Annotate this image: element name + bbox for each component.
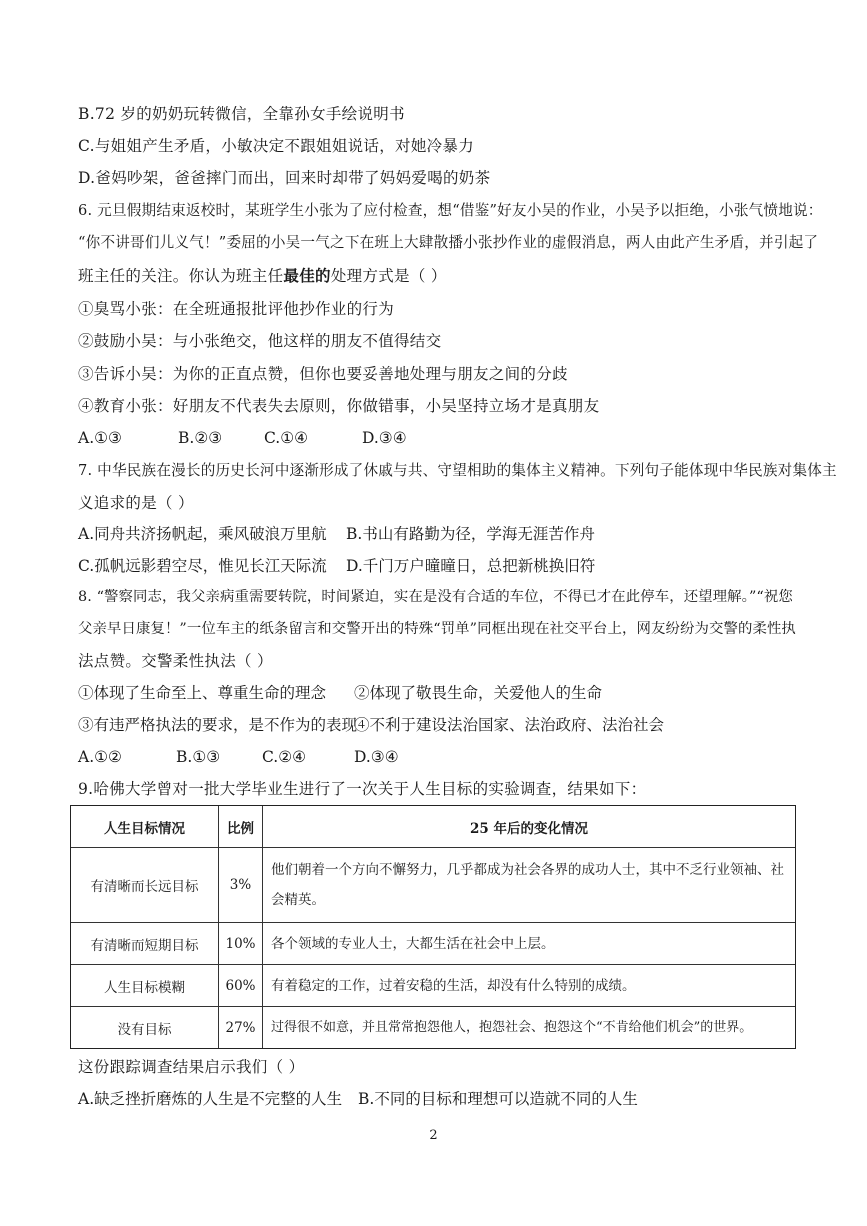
q7-stem-line1: 7. 中华民族在漫长的历史长河中逐渐形成了休戚与共、守望相助的集体主义精神。下列句子能体现中华民族对集体主 — [78, 462, 837, 479]
q6-emphasis: 最佳的 — [283, 266, 331, 285]
q5-option-b: B.72 岁的奶奶玩转微信，全靠孙女手绘说明书 — [78, 105, 405, 123]
q6-stem-line3 — [78, 265, 447, 287]
q7-stem-line2: 义追求的是（ ） — [78, 494, 194, 512]
cell-change-text: 有着稳定的工作，过着安稳的生活，却没有什么特别的成绩。 — [271, 977, 636, 994]
q8-stem-line3: 法点赞。交警柔性执法（ ） — [78, 652, 273, 670]
table-header-row — [71, 806, 795, 848]
q6-answer-a: A.①③ — [78, 429, 122, 447]
table-row — [71, 965, 795, 1007]
cell-change — [263, 965, 795, 1006]
q8-statements-row2 — [78, 714, 798, 736]
cell-change — [263, 923, 795, 964]
q6-statement-2: ②鼓励小吴：与小张绝交，他这样的朋友不值得结交 — [78, 332, 442, 350]
q8-statement-2: ②体现了敬畏生命，关爱他人的生命 — [354, 684, 603, 702]
q8-answer-a: A.①② — [78, 748, 122, 766]
q9-option-b: B.不同的目标和理想可以造就不同的人生 — [358, 1090, 638, 1108]
table-row — [71, 1007, 795, 1048]
q6-answer-options — [78, 427, 478, 449]
q8-stem-line2: 父亲早日康复！”一位车主的纸条留言和交警开出的特殊“罚单”同框出现在社交平台上，网友纷纷为交警的柔性执 — [78, 621, 796, 637]
cell-goal: 人生目标模糊 — [71, 965, 219, 1006]
q6-answer-b: B.②③ — [178, 429, 223, 447]
cell-change — [263, 1007, 795, 1048]
header-goal: 人生目标情况 — [71, 806, 219, 847]
q6-statement-4: ④教育小张：好朋友不代表失去原则，你做错事，小吴坚持立场才是真朋友 — [78, 397, 600, 415]
q8-answer-b: B.①③ — [176, 748, 221, 766]
q8-answer-d: D.③④ — [354, 748, 399, 766]
q9-stem: 9.哈佛大学曾对一批大学毕业生进行了一次关于人生目标的实验调查，结果如下： — [78, 780, 647, 798]
q8-statement-3: ③有违严格执法的要求，是不作为的表现 — [78, 716, 358, 734]
q6-statement-3: ③告诉小吴：为你的正直点赞，但你也要妥善地处理与朋友之间的分歧 — [78, 365, 568, 383]
q7-options-row1 — [78, 523, 798, 545]
survey-results-table — [70, 805, 796, 1049]
cell-change — [263, 848, 795, 922]
q7-option-a: A.同舟共济扬帆起，乘风破浪万里航 — [78, 525, 327, 543]
q9-question: 这份跟踪调查结果启示我们（ ） — [78, 1058, 305, 1076]
page-number: 2 — [429, 1128, 438, 1143]
q9-options-row — [78, 1088, 798, 1110]
q7-options-row2 — [78, 555, 798, 577]
q8-statement-1: ①体现了生命至上、尊重生命的理念 — [78, 684, 327, 702]
q5-option-d: D.爸妈吵架，爸爸摔门而出，回来时却带了妈妈爱喝的奶茶 — [78, 169, 491, 187]
q7-option-b: B.书山有路勤为径，学海无涯苦作舟 — [346, 525, 595, 543]
q8-answer-c: C.②④ — [262, 748, 307, 766]
table-row — [71, 848, 795, 923]
q8-statement-4: ④不利于建设法治国家、法治政府、法治社会 — [354, 716, 665, 734]
cell-ratio: 27% — [219, 1007, 263, 1048]
cell-goal: 没有目标 — [71, 1007, 219, 1048]
q5-option-c: C.与姐姐产生矛盾，小敏决定不跟姐姐说话，对她冷暴力 — [78, 137, 475, 155]
q8-answer-options — [78, 746, 478, 768]
cell-ratio: 60% — [219, 965, 263, 1006]
cell-change-text: 过得很不如意，并且常常抱怨他人，抱怨社会、抱怨这个“不肯给他们机会”的世界。 — [271, 1019, 753, 1035]
cell-goal: 有清晰而短期目标 — [71, 923, 219, 964]
q7-option-c: C.孤帆远影碧空尽，惟见长江天际流 — [78, 557, 327, 575]
cell-change-text: 各个领域的专业人士，大都生活在社会中上层。 — [271, 935, 555, 952]
cell-ratio: 3% — [219, 848, 263, 922]
cell-goal: 有清晰而长远目标 — [71, 848, 219, 922]
cell-ratio: 10% — [219, 923, 263, 964]
q7-option-d: D.千门万户曈曈日，总把新桃换旧符 — [346, 557, 596, 575]
q6-stem-blank: 处理方式是（ ） — [330, 267, 447, 285]
q6-statement-1: ①臭骂小张：在全班通报批评他抄作业的行为 — [78, 300, 395, 318]
q6-stem-text: 班主任的关注。你认为班主任 — [78, 267, 284, 285]
q8-stem-line1: 8. “警察同志，我父亲病重需要转院，时间紧迫，实在是没有合适的车位，不得已才在此停车，还望理解。”“祝您 — [78, 589, 793, 605]
q8-statements-row1 — [78, 682, 798, 704]
q6-answer-d: D.③④ — [362, 429, 407, 447]
q6-answer-c: C.①④ — [264, 429, 309, 447]
q6-stem-line2: “你不讲哥们儿义气！”委屈的小吴一气之下在班上大肆散播小张抄作业的虚假消息，两人由此产生矛盾，并引起了 — [78, 234, 819, 251]
q9-option-a: A.缺乏挫折磨炼的人生是不完整的人生 — [78, 1090, 343, 1108]
header-change: 25 年后的变化情况 — [470, 820, 588, 837]
header-ratio: 比例 — [219, 806, 263, 847]
q6-stem-line1: 6. 元旦假期结束返校时，某班学生小张为了应付检查，想“借鉴”好友小吴的作业，小吴予以拒绝，小张气愤地说： — [78, 202, 823, 219]
table-row — [71, 923, 795, 965]
cell-change-text: 他们朝着一个方向不懈努力，几乎都成为社会各界的成功人士，其中不乏行业领袖、社会精英。 — [271, 862, 784, 908]
